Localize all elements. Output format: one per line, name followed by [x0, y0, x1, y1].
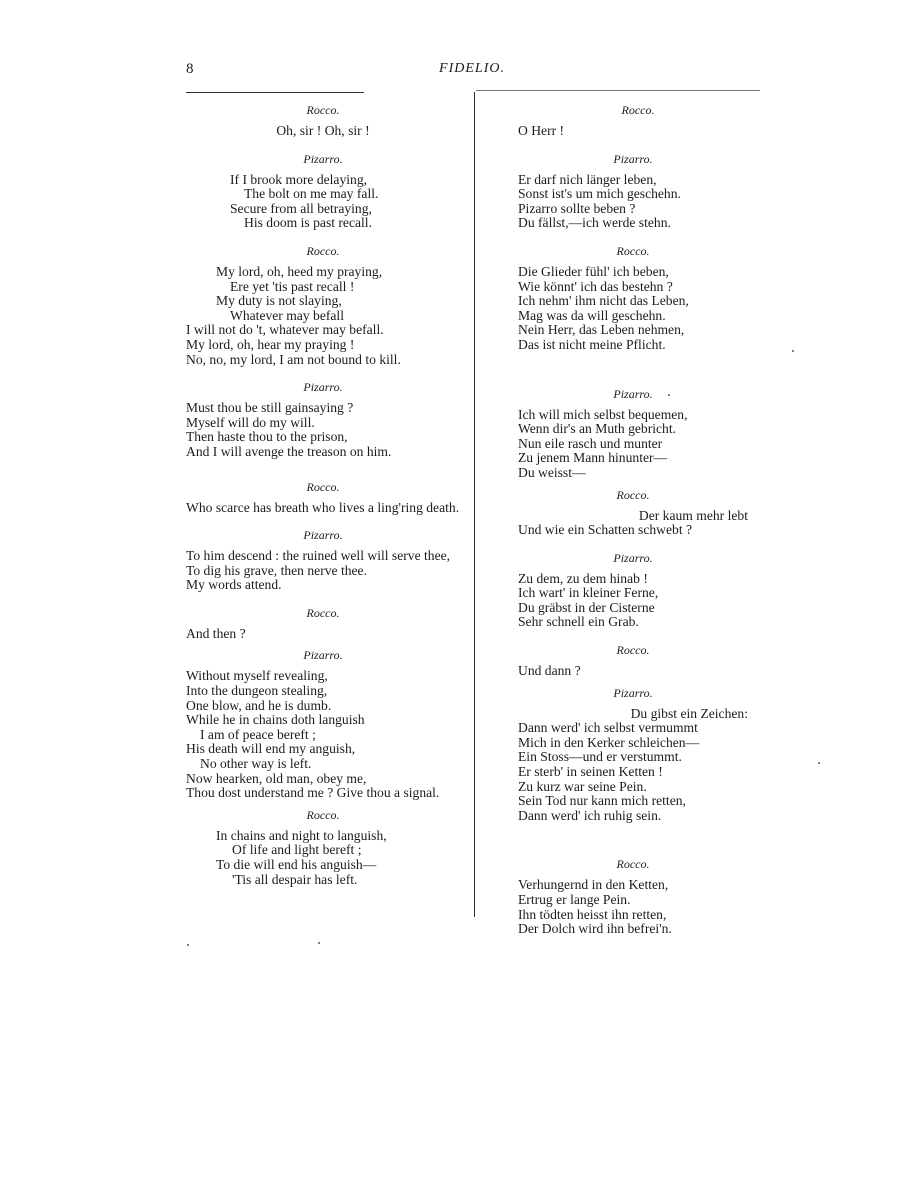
verse-line: To dig his grave, then nerve thee.	[186, 562, 367, 578]
verse-line: Thou dost understand me ? Give thou a signal.	[186, 785, 440, 801]
verse-line: Zu dem, zu dem hinab !	[518, 570, 648, 586]
verse-line: I will not do 't, whatever may befall.	[186, 322, 384, 338]
speaker-label: Rocco.	[616, 643, 650, 658]
verse-line: Du fällst,—ich werde stehn.	[518, 215, 671, 231]
verse-line: Mich in den Kerker schleichen—	[518, 734, 700, 750]
verse-line: Mag was da will geschehn.	[518, 307, 666, 323]
verse-line: One blow, and he is dumb.	[186, 697, 332, 713]
speaker-label: Rocco.	[621, 103, 655, 117]
verse-line: Sonst ist's um mich geschehn.	[518, 186, 681, 202]
verse-line: In chains and night to languish,	[216, 827, 387, 843]
english-column	[186, 103, 460, 887]
verse-line: 'Tis all despair has left.	[232, 871, 358, 887]
verse-line: If I brook more delaying,	[230, 171, 368, 187]
speaker-label: Pizarro.	[303, 380, 343, 395]
verse-line: Sein Tod nur kann mich retten,	[518, 793, 686, 809]
header-rule	[476, 90, 760, 91]
speaker-label: Pizarro.	[303, 151, 343, 166]
verse-line: My lord, oh, heed my praying,	[216, 263, 383, 279]
verse-line: Without myself revealing,	[186, 668, 328, 684]
verse-line: Wenn dir's an Muth gebricht.	[518, 421, 677, 437]
running-title: FIDELIO.	[439, 61, 505, 76]
verse-line: And then ?	[186, 625, 246, 641]
print-speck	[318, 942, 320, 944]
verse-line: Oh, sir ! Oh, sir !	[276, 123, 370, 138]
speaker-label: Pizarro.	[613, 685, 653, 700]
verse-line: Wie könnt' ich das bestehn ?	[518, 278, 673, 294]
verse-line: Then haste thou to the prison,	[186, 429, 348, 445]
verse-line: Now hearken, old man, obey me,	[186, 770, 367, 786]
verse-line: Dann werd' ich ruhig sein.	[518, 807, 662, 823]
verse-line: To him descend : the ruined well will serve thee,	[186, 548, 451, 564]
verse-line: Und wie ein Schatten schwebt ?	[518, 522, 693, 538]
verse-line: The bolt on me may fall.	[244, 186, 379, 202]
page-number: 8	[186, 61, 194, 77]
speaker-label: Rocco.	[306, 605, 340, 620]
verse-line: Myself will do my will.	[186, 414, 315, 430]
verse-line: Verhungernd in den Ketten,	[518, 877, 669, 893]
verse-line: Ere yet 'tis past recall !	[230, 278, 355, 294]
verse-line: Ertrug er lange Pein.	[518, 892, 631, 907]
print-speck	[792, 350, 794, 352]
verse-line: Who scarce has breath who lives a ling'ring death.	[186, 499, 460, 515]
speech	[186, 829, 460, 887]
speech	[186, 173, 460, 231]
speech	[518, 265, 748, 353]
verse-line: I am of peace bereft ;	[200, 726, 316, 742]
verse-line: Er darf nich länger leben,	[518, 171, 657, 187]
verse-line: Ich nehm' ihm nicht das Leben,	[518, 293, 689, 309]
speaker-label: Rocco.	[306, 807, 340, 822]
speech	[186, 549, 460, 593]
verse-line: O Herr !	[518, 123, 565, 138]
speech	[518, 707, 748, 824]
verse-line: Ich wart' in kleiner Ferne,	[518, 585, 659, 601]
verse-line: No, no, my lord, I am not bound to kill.	[186, 351, 401, 367]
speech	[518, 173, 748, 231]
verse-line: Secure from all betraying,	[230, 200, 372, 216]
speaker-label: Pizarro.	[303, 648, 343, 663]
verse-line: Dann werd' ich selbst vermummt	[518, 720, 698, 736]
verse-line: Der Dolch wird ihn befrei'n.	[518, 921, 672, 937]
verse-line: Er sterb' in seinen Ketten !	[518, 764, 663, 780]
verse-line: Zu jenem Mann hinunter—	[518, 450, 668, 466]
verse-line: Must thou be still gainsaying ?	[186, 400, 354, 416]
verse-line: Ein Stoss—und er verstummt.	[518, 749, 682, 765]
speech	[186, 401, 460, 459]
verse-line: Pizarro sollte beben ?	[518, 200, 636, 216]
speaker-label: Rocco.	[306, 103, 340, 117]
verse-line: Of life and light bereft ;	[232, 842, 362, 858]
verse-line: Whatever may befall	[230, 307, 344, 323]
speech	[186, 669, 460, 800]
verse-line: To die will end his anguish—	[216, 857, 377, 872]
speech	[518, 408, 748, 481]
speaker-label: Rocco.	[616, 857, 650, 872]
speech	[186, 627, 460, 642]
verse-line: Zu kurz war seine Pein.	[518, 778, 647, 794]
verse-line: Der kaum mehr lebt	[638, 507, 748, 523]
verse-line: Du gibst ein Zeichen:	[630, 705, 748, 721]
verse-line: Sehr schnell ein Grab.	[518, 614, 639, 630]
speaker-label: Rocco.	[306, 479, 340, 494]
verse-line: While he in chains doth languish	[186, 712, 365, 728]
verse-line: Du weisst—	[518, 464, 586, 480]
speech	[518, 664, 748, 679]
verse-line: Ich will mich selbst bequemen,	[518, 406, 688, 422]
speech	[518, 124, 748, 139]
speech	[186, 124, 460, 139]
verse-line: Die Glieder fühl' ich beben,	[518, 263, 669, 279]
verse-line: Nun eile rasch und munter	[518, 435, 663, 451]
speaker-label: Pizarro.	[613, 151, 653, 166]
speech	[518, 572, 748, 630]
german-column	[518, 103, 748, 937]
verse-line: Und dann ?	[518, 663, 581, 679]
verse-line: My words attend.	[186, 577, 282, 593]
verse-line: Du gräbst in der Cisterne	[518, 599, 655, 615]
speech	[518, 878, 748, 936]
verse-line: His death will end my anguish,	[186, 741, 356, 757]
print-speck	[187, 944, 189, 946]
verse-line: Ihn tödten heisst ihn retten,	[518, 906, 667, 922]
speech	[518, 509, 748, 538]
speaker-label: Pizarro.	[613, 550, 653, 565]
speaker-label: Pizarro.	[613, 386, 653, 401]
speaker-label: Rocco.	[616, 243, 650, 258]
speech	[186, 265, 460, 367]
verse-line: Nein Herr, das Leben nehmen,	[518, 322, 685, 338]
speech	[186, 501, 460, 516]
print-speck	[668, 394, 670, 396]
print-speck	[818, 762, 820, 764]
verse-line: My duty is not slaying,	[216, 293, 342, 309]
column-divider	[474, 92, 475, 917]
verse-line: No other way is left.	[200, 756, 312, 772]
speaker-label: Rocco.	[616, 487, 650, 502]
verse-line: And I will avenge the treason on him.	[186, 443, 392, 459]
speaker-label: Rocco.	[306, 243, 340, 258]
verse-line: Into the dungeon stealing,	[186, 683, 328, 699]
header-rule	[186, 92, 364, 93]
speaker-label: Pizarro.	[303, 528, 343, 543]
verse-line: His doom is past recall.	[244, 215, 372, 231]
verse-line: Das ist nicht meine Pflicht.	[518, 336, 666, 352]
verse-line: My lord, oh, hear my praying !	[186, 336, 355, 352]
